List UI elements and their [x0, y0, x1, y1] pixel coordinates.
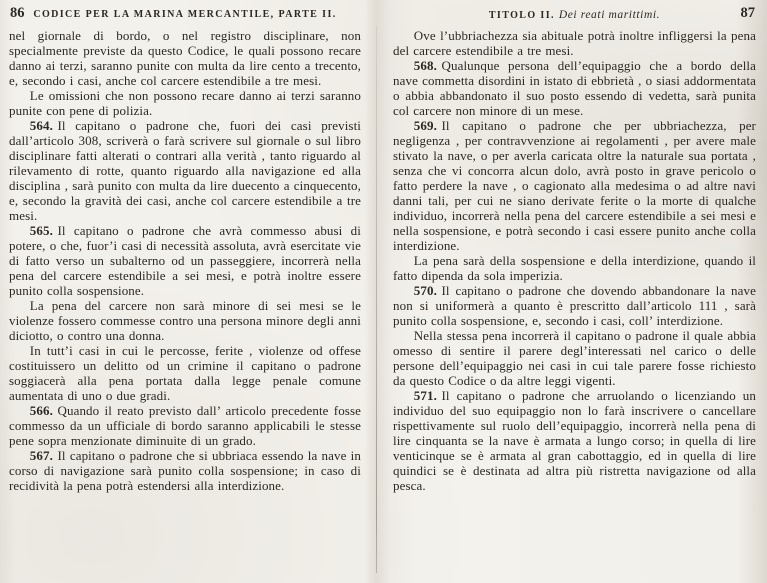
page-number-right: 87 [740, 5, 755, 21]
running-header-left [9, 5, 361, 28]
article-number: 565. [29, 223, 53, 238]
article-number: 564. [29, 118, 53, 133]
paragraph-text: Il capitano o padrone che avrà commesso abusi di potere, o che, fuor’i casi di necessità assoluta, avrà esercitate vie di fatto verso un subalterno od un passeggiere, incorrerà nella pena del carcere estendibile a sei mesi, e potrà inoltre essere punito colla sospensione. [9, 223, 361, 298]
paragraph [9, 343, 361, 403]
article-number: 569. [413, 118, 437, 133]
article-number: 566. [29, 403, 53, 418]
page-number-left: 86 [10, 5, 25, 21]
paragraph-text: Il capitano o padrone che, fuori dei casi previsti dall’articolo 308, scriverà o farà scrivere sul giornale o sul libro disciplinare fatti alterati o contrari alla verità , tanto riguardo al rilevamento di rotte, quanto riguardo alla navigazione ed alla disciplina , sarà punito con multa da lire duecento a cinquecento, e, secondo la gravità dei casi, anche col carcere estendibile a tre mesi. [9, 118, 361, 223]
paragraph-text: Il capitano o padrone che per ubbriachezza, per negligenza , per contravvenzione ai regolamenti , per avere male stivato la nave, o per averla caricata oltre la naturale sua portata , senza che vi concorra alcun dolo, avrà posto in grave pericolo o fatto perdere la nave , o cagionato alla medesima o ad altre navi danni tali, per cui ne siano derivate ferite o la morte di qualche individuo, incorrerà nella pena del carcere estendibile a sei mesi e nella sospensione, e potrà secondo i casi essere punito anche colla interdizione. [393, 118, 756, 253]
page-body-right [393, 28, 756, 493]
running-header-right [393, 5, 756, 28]
paragraph [393, 118, 756, 253]
paragraph-text: In tutt’i casi in cui le percosse, ferite , violenze od offese costituissero un delitto od un crimine il capitano o padrone soggiacerà alla pena portata dalla legge penale comune aumentata di uno o due gradi. [9, 343, 361, 403]
running-title-right [393, 5, 756, 21]
paragraph [9, 448, 361, 493]
paragraph-text: Le omissioni che non possono recare danno ai terzi saranno punite con pene di polizia. [9, 88, 361, 118]
article-number: 568. [413, 58, 437, 73]
paragraph [9, 298, 361, 343]
running-title-section: TITOLO II. [488, 10, 555, 21]
paragraph-text: Il capitano o padrone che arruolando o licenziando un individuo del suo equipaggio non lo farà inscrivere o cancellare rispettivamente sul ruolo dell’equipaggio, incorrerà nella pena di lire cinquanta se la nave è armata a lungo corso; in quella di lire venticinque se è armata al gran cabottaggio, ed in quella di lire quindici se è destinata ad altra più ristretta navigazione od alla pesca. [393, 388, 756, 493]
paragraph-text: Nella stessa pena incorrerà il capitano o padrone il quale abbia omesso di sentire il parere degl’interessati nel carico o delle persone dell’equipaggio nei casi in cui tale parere fosse richiesto da questo Codice o da altre leggi vigenti. [393, 328, 756, 388]
paragraph-text: Qualunque persona dell’equipaggio che a bordo della nave commetta disordini in istato di ebbrietà , o siasi addormentata o abbia abbandonato il suo posto essendo di vedetta, sarà punita col carcere non minore di un mese. [393, 58, 756, 118]
page-right [374, 0, 767, 493]
paragraph-text: La pena del carcere non sarà minore di sei mesi se le violenze fossero commesse contro una persona minore degli anni diciotto, o contro una donna. [9, 298, 361, 343]
paragraph [9, 118, 361, 223]
paragraph [9, 88, 361, 118]
running-title-subject: Dei reati marittimi. [558, 9, 661, 21]
paragraph [393, 28, 756, 58]
page-left [0, 0, 374, 493]
paragraph-text: nel giornale di bordo, o nel registro disciplinare, non specialmente previste da questo Codice, le quali possono recare danno ai terzi, saranno punite con multa da lire cento a trecento, e, secondo i casi, anche col carcere estendibile a tre mesi. [9, 28, 361, 88]
paragraph [9, 28, 361, 88]
paragraph [393, 58, 756, 118]
paragraph [393, 388, 756, 493]
paragraph-text: La pena sarà della sospensione e della interdizione, quando il fatto dipenda da sola imperizia. [393, 253, 756, 283]
article-number: 567. [29, 448, 53, 463]
paragraph-text: Il capitano o padrone che dovendo abbandonare la nave non si uniformerà a quanto è prescritto dall’articolo 111 , sarà punito colla sospensione, e, secondo i casi, coll’ interdizione. [393, 283, 756, 328]
paragraph-text: Il capitano o padrone che si ubbriaca essendo la nave in corso di navigazione sarà punito colla sospensione; in caso di recidività la pena potrà estendersi alla interdizione. [9, 448, 361, 493]
paragraph [393, 328, 756, 388]
running-title-left: CODICE PER LA MARINA MERCANTILE, PARTE II. [33, 9, 337, 20]
paragraph [9, 403, 361, 448]
paragraph-text: Quando il reato previsto dall’ articolo precedente fosse commesso da un ufficiale di bordo saranno applicabili le stesse pene sopra menzionate diminuite di un grado. [9, 403, 361, 448]
article-number: 570. [413, 283, 437, 298]
paragraph [393, 283, 756, 328]
paragraph-text: Ove l’ubbriachezza sia abituale potrà inoltre infliggersi la pena del carcere estendibile a tre mesi. [393, 28, 756, 58]
paragraph [9, 223, 361, 298]
paragraph [393, 253, 756, 283]
article-number: 571. [413, 388, 437, 403]
page-body-left [9, 28, 361, 493]
